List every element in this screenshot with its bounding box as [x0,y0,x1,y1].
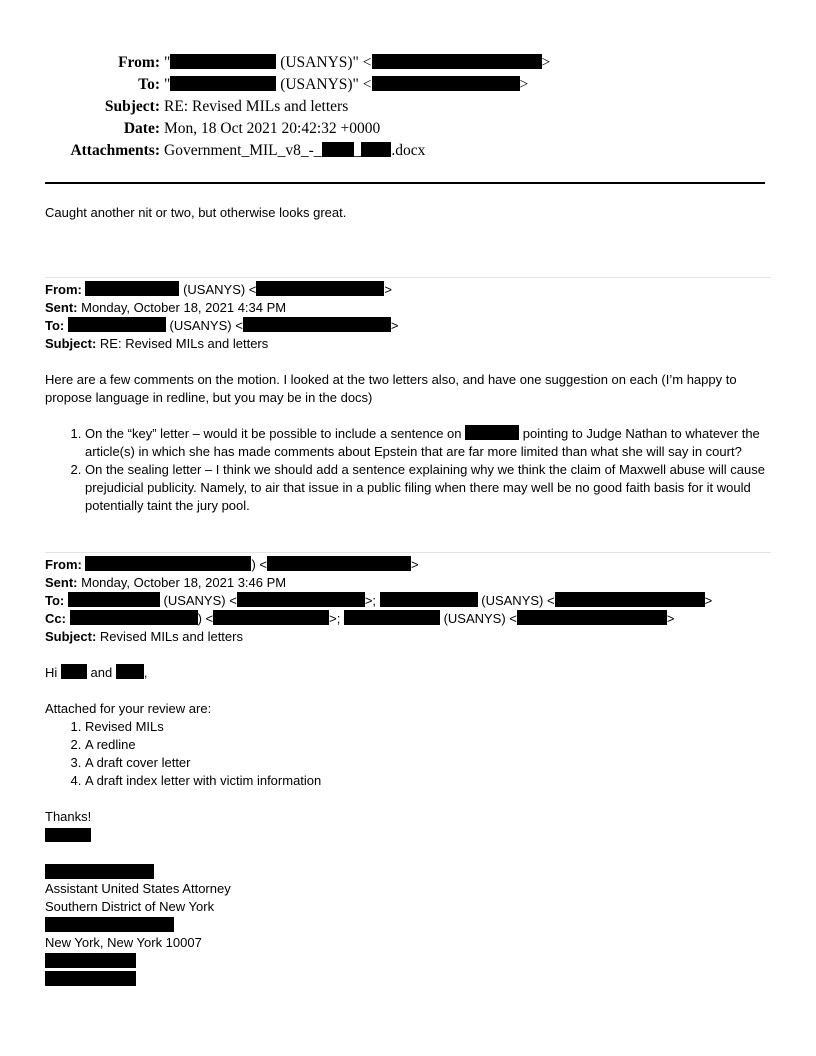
redaction [85,281,179,296]
redaction [45,864,154,879]
redaction [267,556,411,571]
redaction [61,664,87,679]
message-divider [45,277,771,278]
attachments-label: Attachments: [70,142,160,159]
msg2-intro: Attached for your review are: [45,701,212,716]
msg2-sent: Sent: Monday, October 18, 2021 3:46 PM [45,575,287,590]
redaction [243,317,391,332]
date-value: Mon, 18 Oct 2021 20:42:32 +0000 [164,120,381,137]
subject-label: Subject: [104,98,160,115]
signature-title: Assistant United States Attorney [45,881,231,896]
redaction [555,592,705,607]
date-label: Date: [123,120,160,137]
msg1-to: To: (USANYS) < > [45,318,399,333]
from-value: " (USANYS)" < > [164,54,551,71]
redaction [237,592,365,607]
msg2-subject: Subject: Revised MILs and letters [45,629,243,644]
redaction [70,610,198,625]
redaction [213,610,329,625]
redaction [45,971,136,986]
list-item: 1. On the “key” letter – would it be possible to include a sentence on pointing to Judge Nathan to whatever the article(s) in which she has made comments about Epstein that are far more limited than what she will say in court? [85,425,811,461]
msg2-thanks: Thanks! [45,809,92,824]
redaction [85,556,251,571]
redaction [170,76,276,91]
redaction [45,953,136,968]
to-label: To: [138,76,160,93]
redaction [68,592,160,607]
signature-office: Southern District of New York [45,899,215,914]
msg2-from: From: ) < > [45,557,419,572]
to-value: " (USANYS)" < > [164,76,529,93]
redaction [372,76,520,91]
msg1-list [45,425,811,515]
redaction [45,828,91,842]
from-label: From: [118,54,160,71]
msg2-cc: Cc: ) < >; (USANYS) < > [45,611,675,626]
msg2-to: To: (USANYS) < >; (USANYS) < > [45,593,713,608]
msg1-body: Here are a few comments on the motion. I looked at the two letters also, and have one suggestion on each (I’m happy to propose language in redline, but you may be in the docs) [45,372,737,405]
list-item: 1. Revised MILs [85,718,321,736]
top-message: Caught another nit or two, but otherwise looks great. [45,205,347,220]
redaction [361,142,391,157]
list-item: 4. A draft index letter with victim information [85,772,321,790]
signature-city: New York, New York 10007 [45,935,202,950]
list-item: 3. A draft cover letter [85,754,321,772]
message-divider [45,552,771,553]
redaction [344,610,440,625]
redaction [372,54,542,69]
redaction [322,142,354,157]
msg1-sent: Sent: Monday, October 18, 2021 4:34 PM [45,300,287,315]
redaction [380,592,478,607]
header-divider [45,182,765,184]
redaction [68,317,166,332]
redaction [45,917,174,932]
redaction [256,281,384,296]
msg2-greeting: Hi and , [45,665,148,680]
list-item: 2. On the sealing letter – I think we should add a sentence explaining why we think the claim of Maxwell abuse will cause prejudicial publicity. Namely, to air that issue in a public filing when there may well be no good faith basis for it would potentially taint the jury pool. [85,461,811,515]
msg1-from: From: (USANYS) < > [45,282,392,297]
subject-value: RE: Revised MILs and letters [164,98,349,115]
redaction [170,54,276,69]
redaction [116,664,144,679]
redaction [517,610,667,625]
redaction [465,425,519,440]
attachment-link[interactable]: Government_MIL_v8_-_ _ .docx [164,142,426,159]
msg1-subject: Subject: RE: Revised MILs and letters [45,336,269,351]
attachment-list [45,718,321,790]
list-item: 2. A redline [85,736,321,754]
